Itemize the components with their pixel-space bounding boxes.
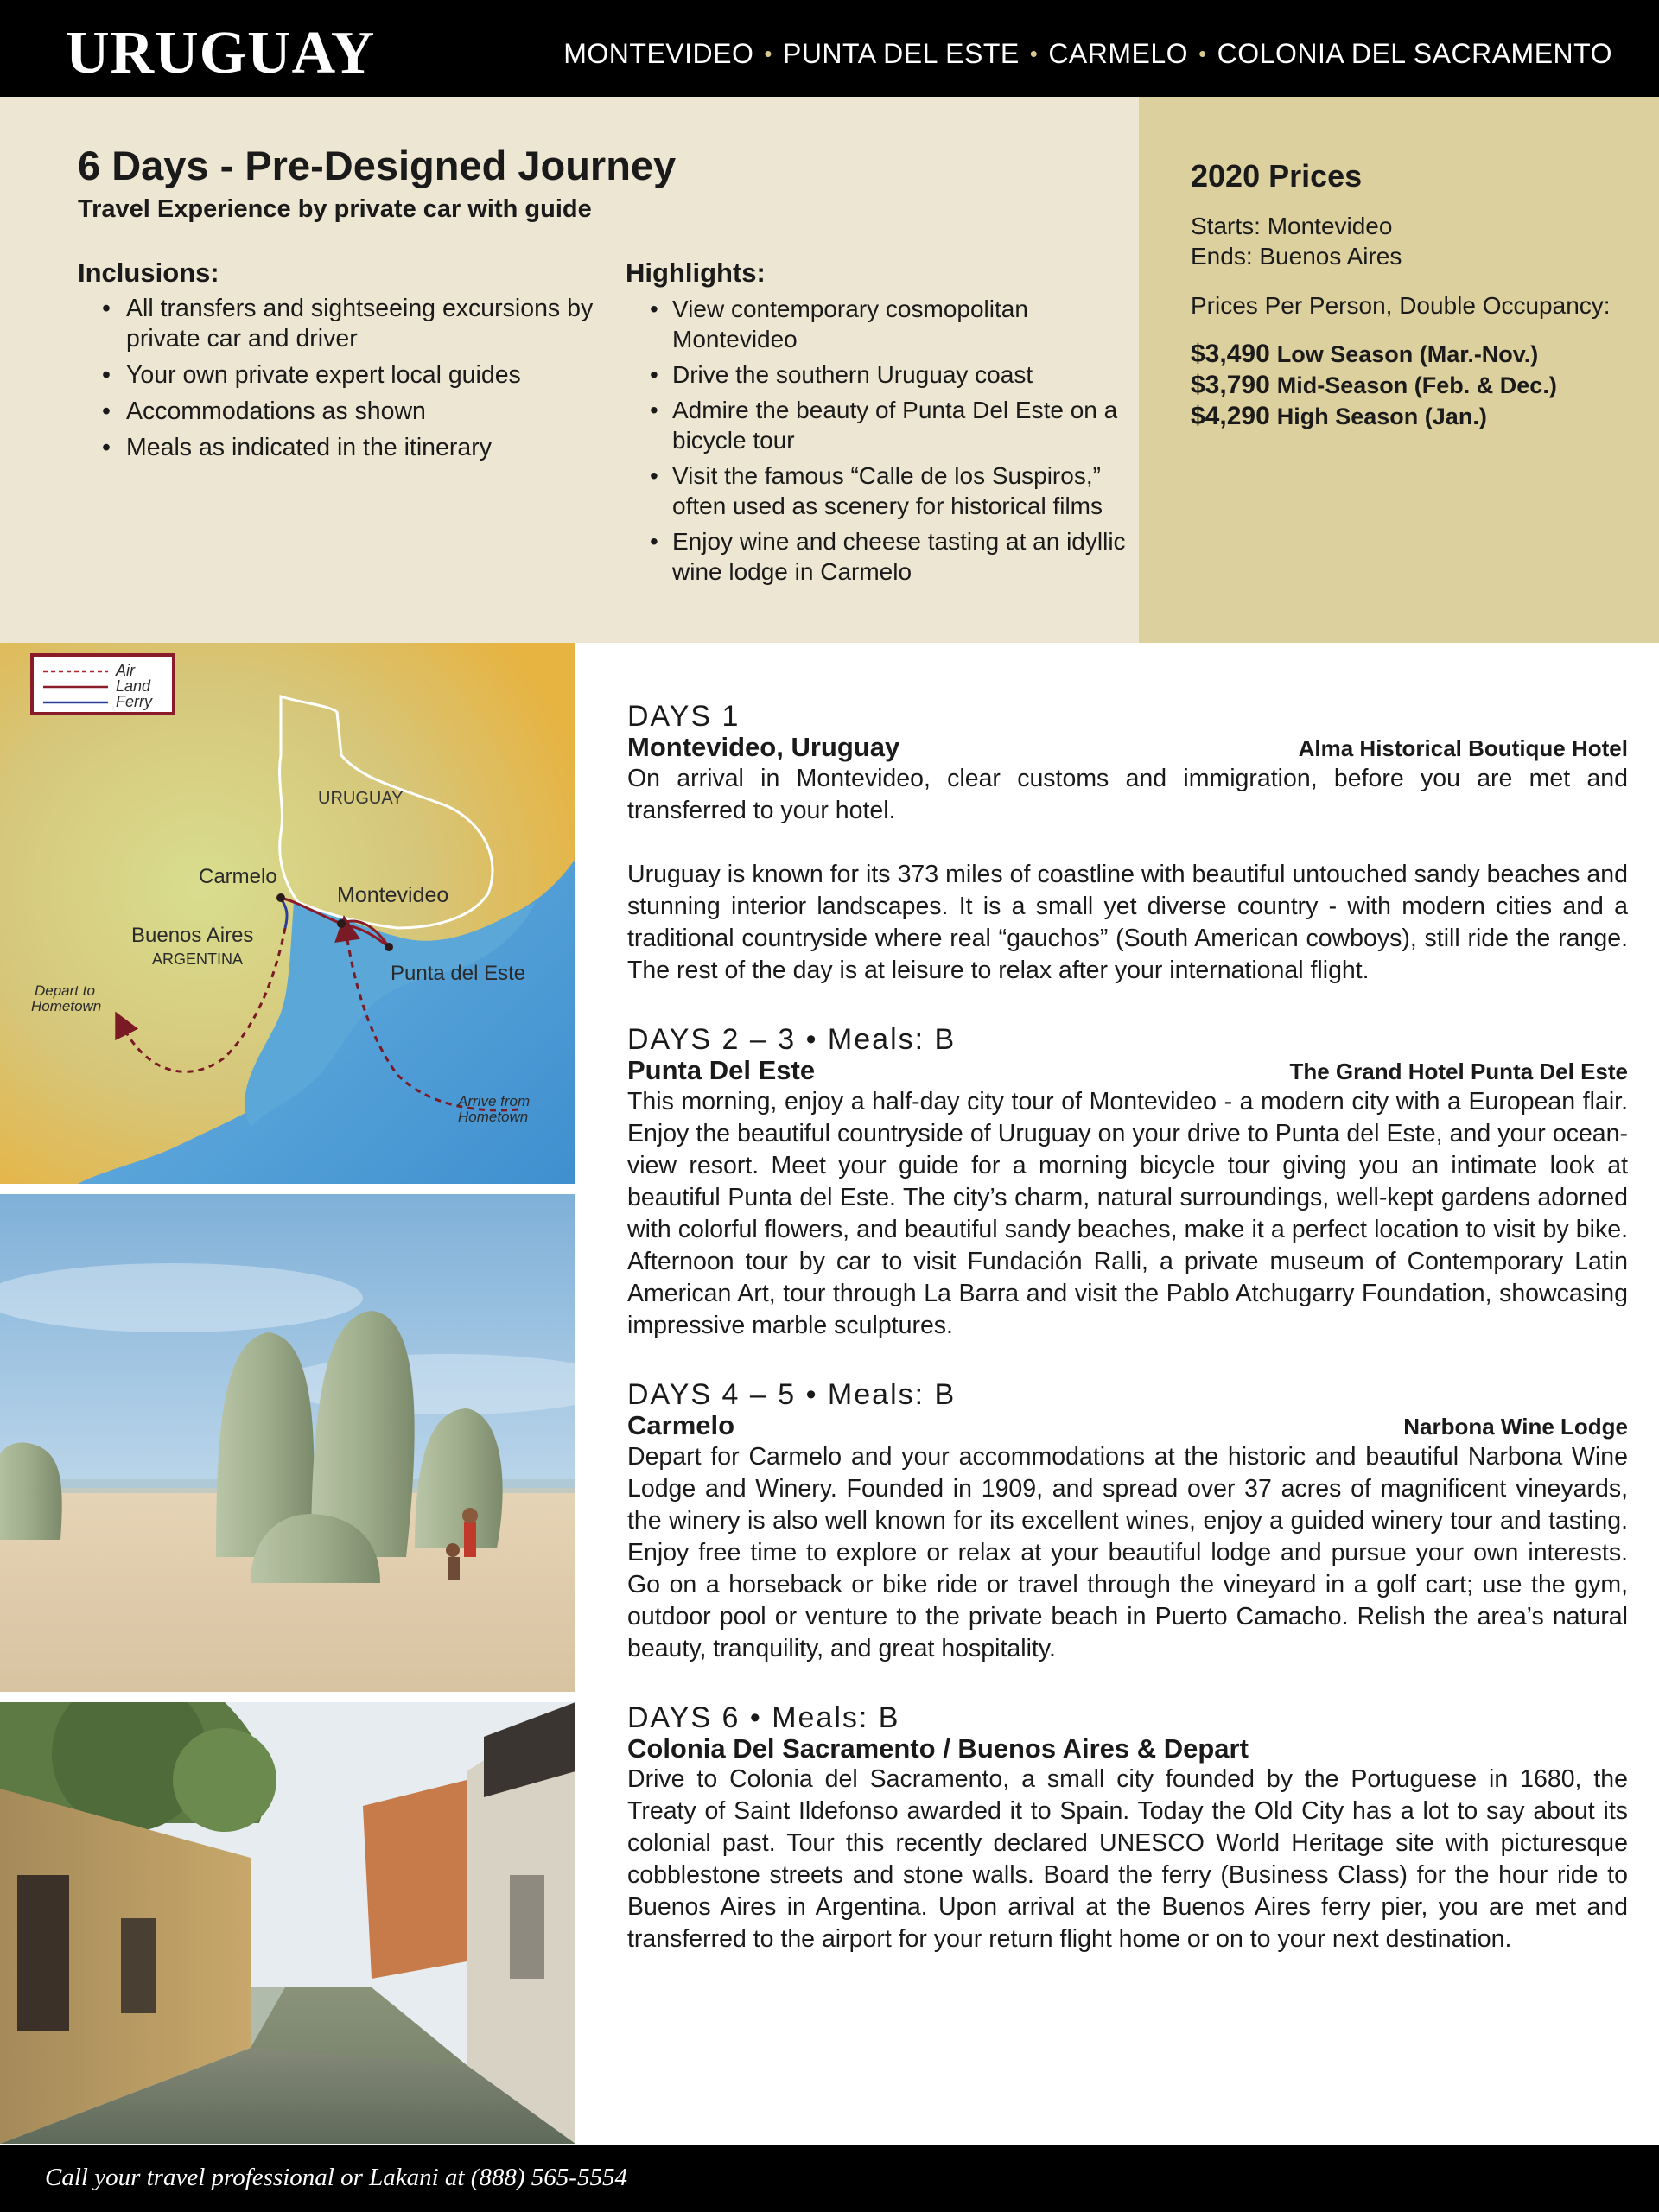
- highlights-list: [626, 294, 1135, 587]
- list-item: • Drive the southern Uruguay coast: [626, 359, 1135, 390]
- cobblestone-street-photo: [0, 1702, 575, 2144]
- price-amount: $4,290: [1191, 402, 1270, 430]
- day-section: [627, 1700, 1628, 1955]
- day-hotel: Alma Historical Boutique Hotel: [1298, 735, 1628, 761]
- city-carmelo: CARMELO: [1048, 38, 1189, 69]
- legend-land: Land: [116, 677, 151, 695]
- list-item: • View contemporary cosmopolitan Montevideo: [626, 294, 1135, 354]
- day-header: [627, 731, 1628, 765]
- journey-subtitle: Travel Experience by private car with guide: [78, 195, 592, 223]
- carmelo-dot: [276, 893, 285, 902]
- legend-ferry: Ferry: [116, 693, 152, 710]
- list-item: • Enjoy wine and cheese tasting at an idyllic wine lodge in Carmelo: [626, 526, 1135, 587]
- day-section: [627, 698, 1628, 987]
- map-label-arrive-2: Hometown: [458, 1109, 529, 1125]
- day-label: DAYS 4 – 5 • Meals: B: [627, 1378, 957, 1411]
- day-place: Punta Del Este: [627, 1055, 816, 1085]
- map-label-depart-1: Depart to: [35, 982, 95, 999]
- list-item: • Accommodations as shown: [78, 397, 596, 427]
- route-map: [0, 643, 575, 1184]
- day-header: [627, 1054, 1628, 1088]
- price-row-high: [1191, 401, 1557, 432]
- day-paragraph: On arrival in Montevideo, clear customs and immigration, before you are met and transferred to your hotel.: [627, 765, 1628, 824]
- map-legend: [32, 655, 174, 714]
- list-item: • Admire the beauty of Punta Del Este on a bicycle tour: [626, 395, 1135, 455]
- itinerary: [627, 698, 1628, 1990]
- day-header: [627, 1409, 1628, 1443]
- montevideo-dot: [337, 919, 346, 928]
- list-item: • Visit the famous “Calle de los Suspiros,” often used as scenery for historical films: [626, 461, 1135, 521]
- inclusions-section: [78, 256, 596, 469]
- hand-sculpture-photo: [0, 1194, 575, 1692]
- separator-dot: •: [1198, 41, 1207, 67]
- day-section: [627, 1021, 1628, 1342]
- day-section: [627, 1376, 1628, 1665]
- prices-title: 2020 Prices: [1191, 158, 1363, 194]
- prices-starts: Starts: Montevideo: [1191, 213, 1393, 239]
- day-hotel: Narbona Wine Lodge: [1403, 1414, 1628, 1440]
- country-title: URUGUAY: [66, 20, 376, 86]
- price-season: High Season (Jan.): [1276, 404, 1487, 429]
- day-paragraph: Drive to Colonia del Sacramento, a small city founded by the Portuguese in 1680, the Treaty of Saint Ildefonso awarded it to Spain. Today the Old City has a lot to say about its colonial past. Tour this recently declared UNESCO World Heritage site with picturesque cobblestone streets and stone walls. Board the ferry (Business Class) for the hour ride to Buenos Aires in Argentina. Upon arrival at the Buenos Aires ferry pier, you are met and transferred to the airport for your return flight home or on to your next destination.: [627, 1765, 1628, 1953]
- map-label-montevideo: Montevideo: [337, 883, 449, 907]
- city-list: [563, 36, 1612, 71]
- map-label-buenos-aires: Buenos Aires: [131, 924, 254, 947]
- day-hotel: The Grand Hotel Punta Del Este: [1289, 1058, 1628, 1084]
- legend-air: Air: [116, 662, 135, 679]
- punta-dot: [385, 943, 393, 951]
- map-label-arrive-1: Arrive from: [458, 1093, 531, 1109]
- highlights-section: [626, 256, 1135, 592]
- map-label-punta: Punta del Este: [391, 962, 526, 985]
- day-label: DAYS 2 – 3 • Meals: B: [627, 1023, 957, 1056]
- price-row-mid: [1191, 370, 1557, 401]
- city-colonia: COLONIA DEL SACRAMENTO: [1217, 38, 1612, 69]
- price-list: [1191, 339, 1557, 432]
- price-row-low: [1191, 339, 1557, 370]
- top-banner: [0, 0, 1659, 97]
- highlights-heading: Highlights:: [626, 257, 766, 288]
- list-item: • Meals as indicated in the itinerary: [78, 433, 596, 463]
- map-label-argentina: ARGENTINA: [152, 950, 244, 968]
- footer-bar: [0, 2145, 1659, 2212]
- day-header: [627, 1732, 1628, 1765]
- price-season: Mid-Season (Feb. & Dec.): [1276, 372, 1557, 398]
- prices-note: Prices Per Person, Double Occupancy:: [1191, 292, 1611, 319]
- day-place: Colonia Del Sacramento / Buenos Aires & Depart: [627, 1733, 1249, 1764]
- separator-dot: •: [1029, 41, 1039, 67]
- day-paragraph: Uruguay is known for its 373 miles of coastline with beautiful untouched sandy beaches and stunning interior landscapes. It is a small yet diverse country - with modern cities and a traditional countryside where real “gauchos” (South American cowboys), still ride the range. The rest of the day is at leisure to relax after your international flight.: [627, 861, 1628, 984]
- city-montevideo: MONTEVIDEO: [563, 38, 754, 69]
- map-label-carmelo: Carmelo: [199, 865, 277, 888]
- list-item: • Your own private expert local guides: [78, 360, 596, 391]
- list-item: • All transfers and sightseeing excursions by private car and driver: [78, 294, 596, 354]
- price-season: Low Season (Mar.-Nov.): [1276, 341, 1539, 367]
- inclusions-heading: Inclusions:: [78, 257, 219, 288]
- map-label-depart-2: Hometown: [31, 998, 102, 1014]
- separator-dot: •: [764, 41, 772, 67]
- price-amount: $3,790: [1191, 371, 1270, 399]
- day-paragraph: This morning, enjoy a half-day city tour of Montevideo - a modern city with a European flair. Enjoy the beautiful countryside of Uruguay on your drive to Punta del Este, and your ocean-view resort. Meet your guide for a morning bicycle tour giving you an intimate look at beautiful Punta del Este. The city’s charm, natural surroundings, well-kept gardens adorned with colorful flowers, and beautiful sandy beaches, make it a perfect location to visit by bike. Afternoon tour by car to visit Fundación Ralli, a private museum of Contemporary Latin American Art, tour through La Barra and visit the Pablo Atchugarry Foundation, showcasing impressive marble sculptures.: [627, 1088, 1628, 1339]
- city-punta-del-este: PUNTA DEL ESTE: [782, 38, 1020, 69]
- day-label: DAYS 1: [627, 700, 741, 733]
- journey-title: 6 Days - Pre-Designed Journey: [78, 143, 677, 188]
- day-place: Carmelo: [627, 1410, 735, 1440]
- day-paragraph: Depart for Carmelo and your accommodations at the historic and beautiful Narbona Wine Lodge and Winery. Founded in 1909, and spread over 37 acres of magnificent vineyards, the winery is also well known for its excellent wines, enjoy a guided winery tour and tasting. Enjoy free time to explore or relax at your beautiful lodge and pursue your own interests. Go on a horseback or bike ride or travel through the vineyard in a golf cart; use the gym, outdoor pool or venture to the private beach in Puerto Camacho. Relish the area’s natural beauty, tranquility, and great hospitality.: [627, 1443, 1628, 1662]
- day-label: DAYS 6 • Meals: B: [627, 1701, 900, 1734]
- day-place: Montevideo, Uruguay: [627, 732, 900, 762]
- footer-contact: Call your travel professional or Lakani at (888) 565-5554: [45, 2164, 627, 2191]
- map-label-uruguay: URUGUAY: [318, 789, 404, 808]
- prices-ends: Ends: Buenos Aires: [1191, 243, 1402, 270]
- inclusions-list: [78, 294, 596, 463]
- price-amount: $3,490: [1191, 340, 1270, 368]
